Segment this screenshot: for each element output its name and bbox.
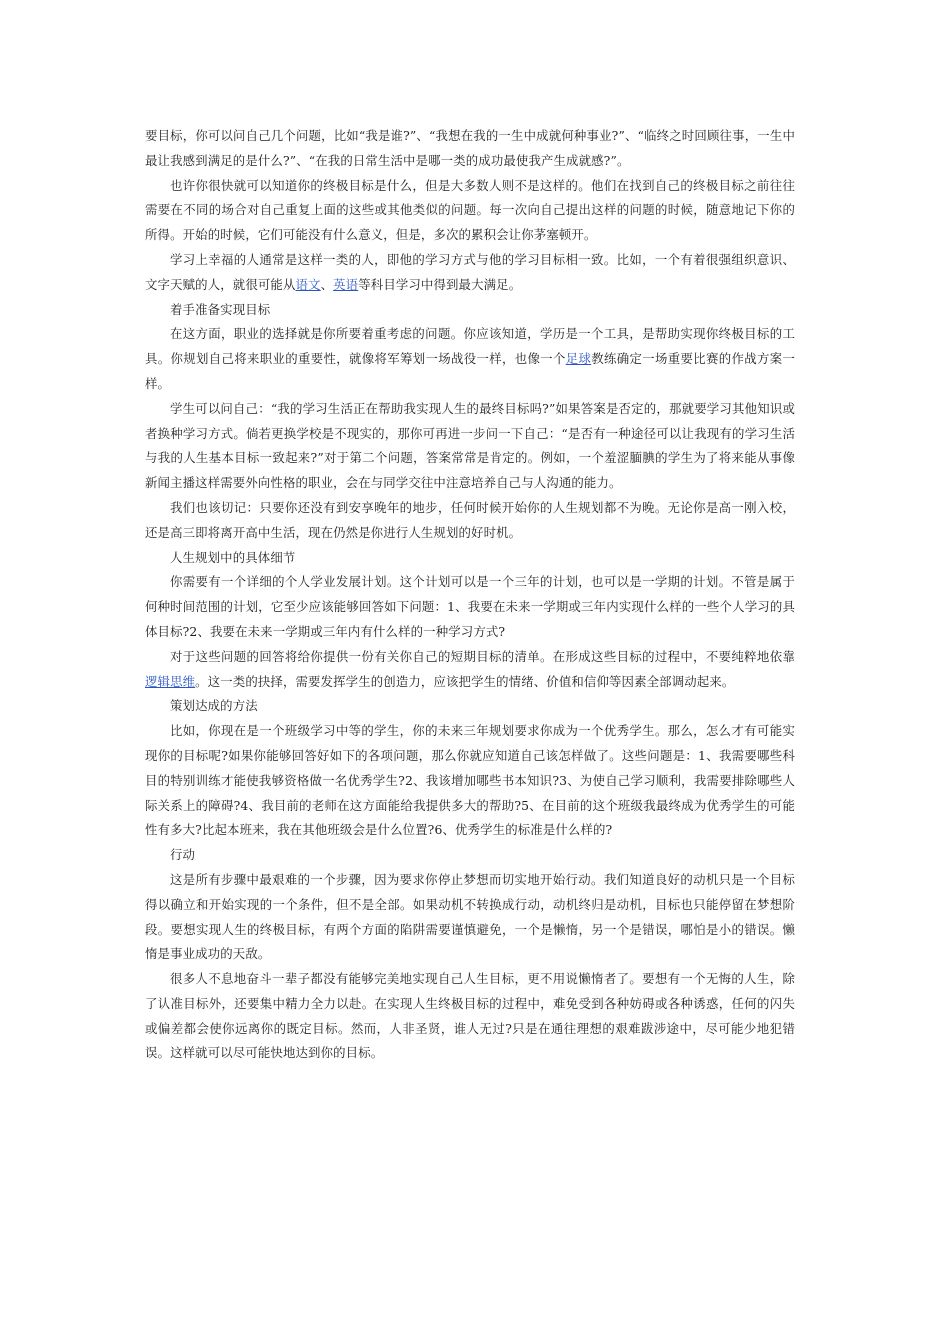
document-body <box>145 124 795 1066</box>
separator-text: 、 <box>320 276 334 292</box>
paragraph <box>145 322 795 396</box>
paragraph: 这是所有步骤中最艰难的一个步骤，因为要求你停止梦想而切实地开始行动。我们知道良好的动机只是一个目标得以确立和开始实现的一个条件，但不是全部。如果动机不转换成行动，动机终归是动机，目标也只能停留在梦想阶段。要想实现人生的终极目标，有两个方面的陷阱需要谨慎避免，一个是懒惰，另一个是错误，哪怕是小的错误。懒惰是事业成功的天敌。 <box>145 871 795 962</box>
section-heading: 人生规划中的具体细节 <box>170 549 296 565</box>
link-chinese[interactable]: 语文 <box>295 276 321 292</box>
paragraph-text: 。这一类的抉择，需要发挥学生的创造力，应该把学生的情绪、价值和信仰等因素全部调动起来。 <box>195 673 735 689</box>
paragraph: 很多人不息地奋斗一辈子都没有能够完美地实现自己人生目标，更不用说懒惰者了。要想有一个无悔的人生，除了认准目标外，还要集中精力全力以赴。在实现人生终极目标的过程中，难免受到各种妨碍或各种诱惑，任何的闪失或偏差都会使你远离你的既定目标。然而，人非圣贤，谁人无过?只是在通往理想的艰难跋涉途中，尽可能少地犯错误。这样就可以尽可能快地达到你的目标。 <box>145 971 795 1061</box>
section-heading: 策划达成的方法 <box>170 698 258 714</box>
link-football[interactable]: 足球 <box>565 351 592 367</box>
paragraph: 要目标，你可以问自己几个问题，比如“我是谁?”、“我想在我的一生中成就何种事业?”、“临终之时回顾往事，一生中最让我感到满足的是什么?”、“在我的日常生活中是哪一类的成功最使我产生成就感?”。 <box>145 128 795 168</box>
section-heading: 行动 <box>170 847 196 863</box>
paragraph-text: 对于这些问题的回答将给你提供一份有关你自己的短期目标的清单。在形成这些目标的过程中，不要纯粹地依靠 <box>170 648 795 664</box>
paragraph: 也许你很快就可以知道你的终极目标是什么，但是大多数人则不是这样的。他们在找到自己的终极目标之前往往需要在不同的场合对自己重复上面的这些或其他类似的问题。每一次向自己提出这样的问题的时候，随意地记下你的所得。开始的时候，它们可能没有什么意义，但是，多次的累积会让你茅塞顿开。 <box>145 177 795 243</box>
paragraph-text: 教练确定一场重要比赛的作战方案一样。 <box>145 351 795 391</box>
paragraph: 你需要有一个详细的个人学业发展计划。这个计划可以是一个三年的计划，也可以是一学期的计划。不管是属于何种时间范围的计划，它至少应该能够回答如下问题：1、我要在未来一学期或三年内实现什么样的一些个人学习的具体目标?2、我要在未来一学期或三年内有什么样的一种学习方式? <box>145 574 795 639</box>
paragraph: 我们也该切记：只要你还没有到安享晚年的地步，任何时候开始你的人生规划都不为晚。无论你是高一刚入校，还是高三即将离开高中生活，现在仍然是你进行人生规划的好时机。 <box>145 499 795 540</box>
paragraph-text: 等科目学习中得到最大满足。 <box>358 276 522 292</box>
paragraph-text: 在这方面，职业的选择就是你所要着重考虑的问题。你应该知道，学历是一个工具，是帮助实现你终极目标的工具。你规划自己将来职业的重要性，就像将军筹划一场战役一样，也像一个 <box>145 326 795 367</box>
paragraph <box>145 645 795 695</box>
link-logical-thinking[interactable]: 逻辑思维 <box>145 673 196 689</box>
paragraph: 比如，你现在是一个班级学习中等的学生，你的未来三年规划要求你成为一个优秀学生。那么，怎么才有可能实现你的目标呢?如果你能够回答好如下的各项问题，那么你就应知道自己该怎样做了。这些问题是：1、我需要哪些科目的特别训练才能使我够资格做一名优秀学生?2、我该增加哪些书本知识?3、为使自己学习顺利，我需要排除哪些人际关系上的障碍?4、我目前的老师在这方面能给我提供多大的帮助?5、在目前的这个班级我最终成为优秀学生的可能性有多大?比起本班来，我在其他班级会是什么位置?6、优秀学生的标准是什么样的? <box>145 723 795 838</box>
link-english[interactable]: 英语 <box>333 276 359 292</box>
paragraph <box>145 248 795 298</box>
paragraph-text: 学习上幸福的人通常是这样一类的人，即他的学习方式与他的学习目标相一致。比如，一个有着很强组织意识、文字天赋的人，就很可能从 <box>145 251 795 292</box>
section-heading: 着手准备实现目标 <box>170 301 271 317</box>
paragraph: 学生可以问自己：“我的学习生活正在帮助我实现人生的最终目标吗?”如果答案是否定的，那就要学习其他知识或者换种学习方式。倘若更换学校是不现实的，那你可再进一步问一下自己：“是否有一种途径可以让我现有的学习生活与我的人生基本目标一致起来?”对于第二个问题，答案常常是肯定的。例如，一个羞涩腼腆的学生为了将来能从事像新闻主播这样需要外向性格的职业，会在与同学交往中注意培养自己与人沟通的能力。 <box>145 400 795 491</box>
